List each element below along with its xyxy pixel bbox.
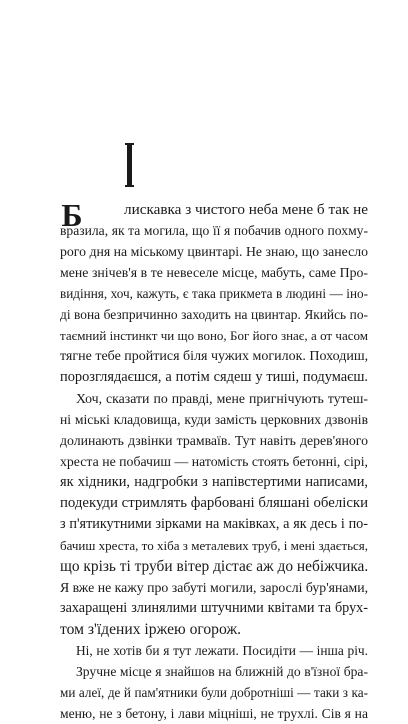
text-line: що крізь ті труби вітер дістає аж до небіжчика. [60,558,369,575]
text-line: захаращені злинялими штучними квітами та брух- [60,600,368,616]
text-line: меню, не з бетону, і лави міцніші, не трухлі. Сів я на [60,706,368,721]
text-line: Я вже не кажу про забуті могили, зарослі бур'янами, [60,580,369,595]
text-line: подекуди стримлять фарбовані бляшані обеліски [60,495,368,511]
text-line: з п'ятикутними зірками на маківках, а як десь і по- [60,516,368,532]
text-line: порозглядаєшся, а потім сядеш у тиші, подумаєш. [60,369,368,385]
text-line: таємний інстинкт чи що воно, Бог його знає, а от часом [60,328,368,343]
text-line: видіння, хоч, кажуть, є така прикмета в людині — іно- [60,286,368,301]
text-line: Ні, не хотів би я тут лежати. Посидіти — інша річ. [76,643,368,658]
text-line: хреста не побачиш — натомість стоять бетонні, сірі, [60,454,368,469]
drop-cap: Б [61,197,83,233]
text-line: Хоч, сказати по правді, мене пригнічують тутеш- [76,391,368,406]
text-line: як хідники, надгробки з напівстертими написами, [60,474,368,490]
text-line: ні міські кладовища, куди замість церковних дзвонів [60,412,368,427]
text-line: том з'їдених іржею огорож. [60,621,242,638]
text-line: тягне тебе пройтися біля чужих могилок. Походиш, [60,349,369,364]
text-line: лискавка з чистого неба мене б так не [124,201,369,218]
text-line: ми алеї, де й пам'ятники були добротніші — таки з ка- [60,685,368,700]
text-line: мене знічев'я в те невеселе місце, мабуть, саме Про- [60,265,368,280]
body-text [60,199,368,724]
text-lines [60,199,368,724]
text-line: рого дня на міському цвинтарі. Не знаю, що занесло [60,244,368,259]
text-line: Зручне місце я знайшов на ближній до в'їзної бра- [76,664,368,679]
text-line: долинають дзвінки трамваїв. Тут навіть дерев'яного [60,433,368,448]
text-line: бачиш хреста, то хіба з металевих труб, і мені здається, [60,538,368,553]
chapter-numeral-glyph [127,143,132,187]
text-line: ді вона безпричинно заходить на цвинтар. Якийсь по- [60,307,368,322]
text-line: вразила, як та могила, що її я побачив одного похму- [60,223,368,238]
